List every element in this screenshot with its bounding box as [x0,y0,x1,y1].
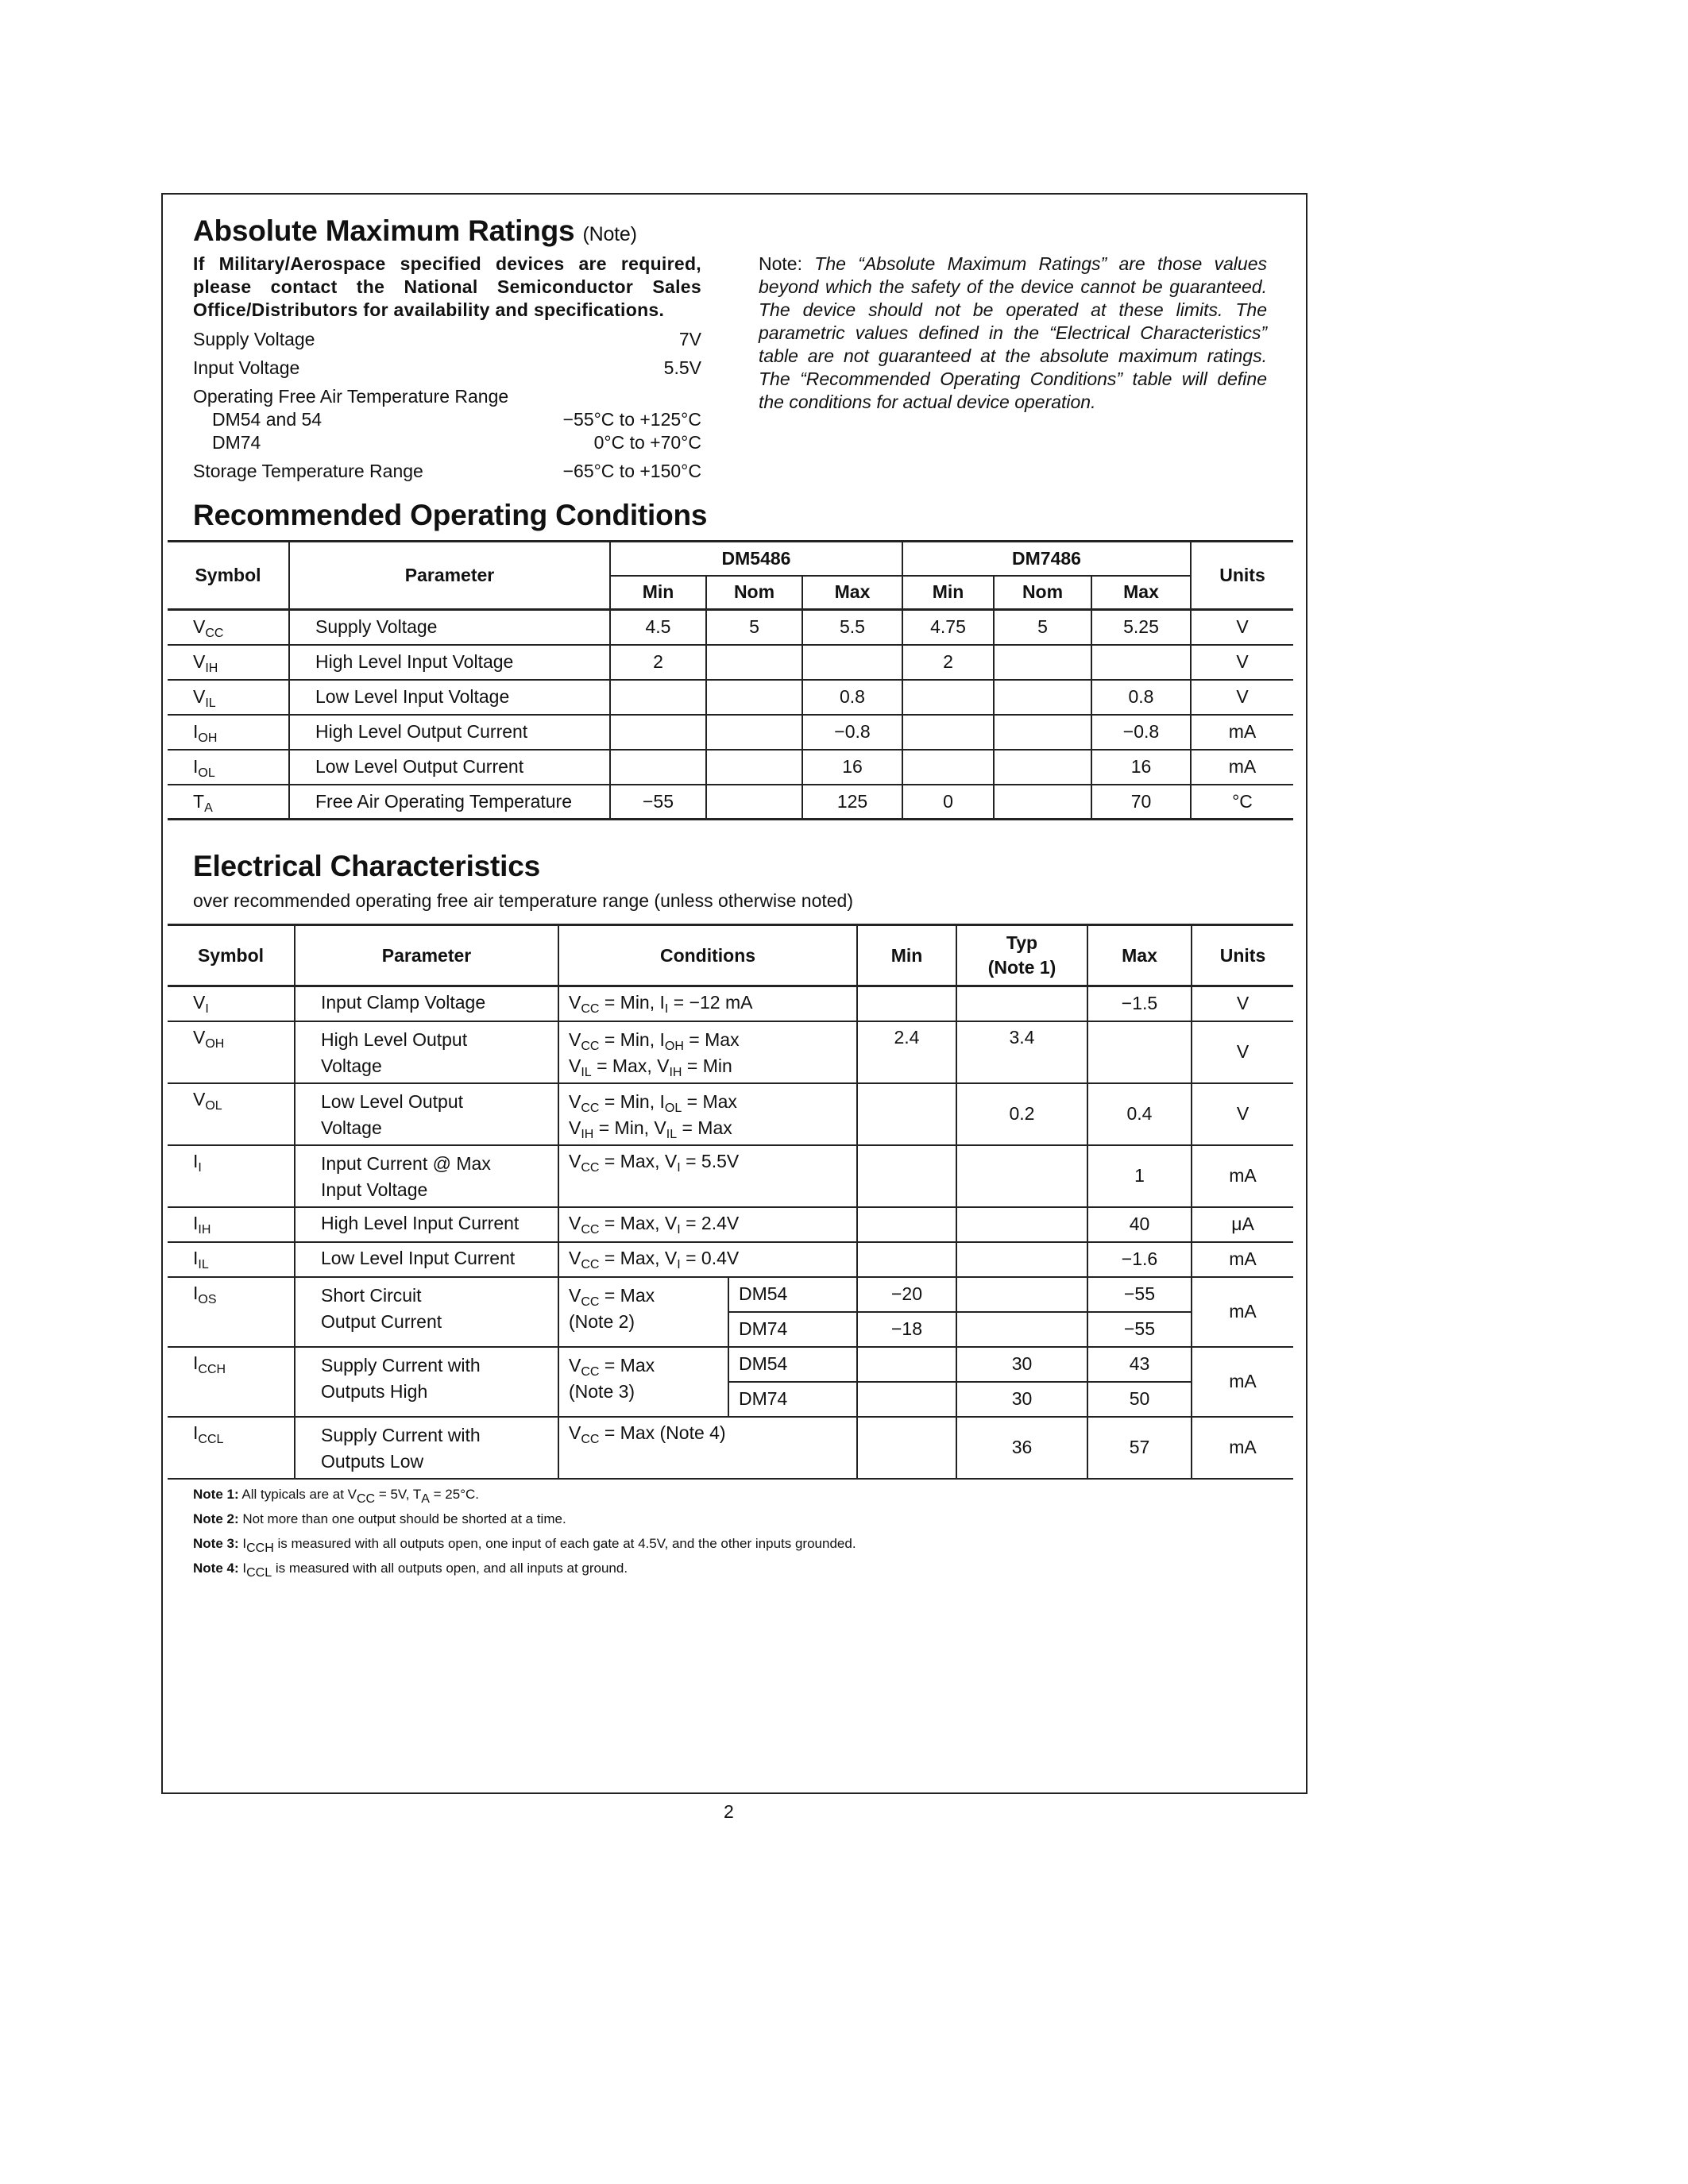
cell-min [857,1347,956,1382]
th-max: Max [1087,925,1192,986]
cell-device: DM74 [728,1382,857,1417]
cell-typ: 0.2 [956,1083,1087,1145]
cell-conditions: $V_{CC}$ = Max, $V_I = 5.5V$ [558,1145,857,1207]
cell-parameter: Low Level Output Current [289,750,610,785]
cell-symbol: $I_{IL}$ [168,1242,295,1277]
cell-typ [956,986,1087,1021]
cell-value [706,715,802,750]
cell-value: 16 [802,750,902,785]
cell-min [857,1382,956,1417]
cell-value [706,645,802,680]
rating-row: Operating Free Air Temperature Range [193,386,509,407]
cell-conditions: $V_{CC}$ = Min, $I_{OH}$ = Max $V_{IL}$ = Max, $V_{IH}$ = Min [558,1021,857,1083]
cell-typ [956,1312,1087,1347]
rating-row: DM54 and 54 −55°C to +125°C [212,409,701,430]
cell-symbol: $T_A$ [168,785,289,820]
cell-value [802,645,902,680]
cell-units: V [1191,610,1293,645]
cell-conditions: $V_{CC}$ = Max, $V_I = 2.4V$ [558,1207,857,1242]
cell-conditions: $V_{CC}$ = Max, $V_I = 0.4V$ [558,1242,857,1277]
cell-conditions: $V_{CC}$ = Min, $I_I = -12$ mA [558,986,857,1021]
cell-value: 16 [1091,750,1191,785]
cell-typ: 3.4 [956,1021,1087,1083]
table-row [168,986,1293,1021]
footnote: Note 4: $I_{CCL}$ is measured with all outputs open, and all inputs at ground. [193,1561,628,1580]
amr-title-note: (Note) [582,223,637,245]
cell-units: mA [1192,1417,1293,1479]
cell-max: 43 [1087,1347,1192,1382]
cell-value: 125 [802,785,902,820]
cell-value: 0 [902,785,994,820]
cell-parameter: High Level Output Voltage [295,1021,558,1083]
th-symbol: Symbol [168,542,289,610]
cell-parameter: High Level Input Current [295,1207,558,1242]
cell-parameter: Low Level Input Current [295,1242,558,1277]
cell-symbol: $I_{CCH}$ [168,1347,295,1417]
cell-max: 50 [1087,1382,1192,1417]
cell-value [994,715,1091,750]
cell-value [994,750,1091,785]
cell-typ [956,1207,1087,1242]
cell-units: μA [1192,1207,1293,1242]
cell-value [610,750,706,785]
cell-min: −20 [857,1277,956,1312]
amr-side-note [759,253,1267,414]
cell-typ [956,1242,1087,1277]
cell-value: 4.75 [902,610,994,645]
cell-device: DM54 [728,1277,857,1312]
cell-value: 5.5 [802,610,902,645]
cell-symbol: $I_{CCL}$ [168,1417,295,1479]
cell-value: −0.8 [1091,715,1191,750]
cell-typ [956,1145,1087,1207]
cell-min: 2.4 [857,1021,956,1083]
note-text: The “Absolute Maximum Ratings” are those values beyond which the safety of the device cannot be guaranteed. The device should not be operated at these limits. The parametric values defined in the “Electrical Characteristics” table are not guaranteed at the absolute maximum ratings. The “Recommended Operating Conditions” table will define the conditions for actual device operation. [759,253,1268,412]
cell-units: °C [1191,785,1293,820]
th-parameter: Parameter [295,925,558,986]
cell-symbol: $V_{CC}$ [168,610,289,645]
rating-row: Storage Temperature Range −65°C to +150°C [193,461,701,481]
cell-max [1087,1021,1192,1083]
th-nom: Nom [706,576,802,610]
cell-max: 0.4 [1087,1083,1192,1145]
cell-value [902,680,994,715]
cell-min: −18 [857,1312,956,1347]
table-row [168,645,1293,680]
cell-units: mA [1191,715,1293,750]
table-row [168,1347,1293,1382]
cell-min [857,1242,956,1277]
table-row [168,1417,1293,1479]
cell-value [994,785,1091,820]
note-label: Note: [759,253,802,274]
cell-value [902,715,994,750]
cell-parameter: Short Circuit Output Current [295,1277,558,1347]
cell-value: 0.8 [802,680,902,715]
cell-symbol: $V_{OL}$ [168,1083,295,1145]
cell-symbol: $V_{IH}$ [168,645,289,680]
th-max: Max [802,576,902,610]
cell-symbol: $V_{IL}$ [168,680,289,715]
cell-value: 5 [706,610,802,645]
rating-row: DM74 0°C to +70°C [212,432,701,453]
cell-value [902,750,994,785]
cell-min [857,1083,956,1145]
th-min: Min [902,576,994,610]
cell-max: −1.6 [1087,1242,1192,1277]
cell-units: V [1192,986,1293,1021]
amr-title: Absolute Maximum Ratings [193,214,575,247]
cell-value: 70 [1091,785,1191,820]
ec-title: Electrical Characteristics [193,850,540,882]
table-row [168,1145,1293,1207]
th-units: Units [1191,542,1293,610]
cell-parameter: Input Current @ Max Input Voltage [295,1145,558,1207]
military-note: If Military/Aerospace specified devices are required, please contact the National Semiconductor Sales Office/Distributors for availability and specifications. [193,253,701,320]
cell-parameter: Free Air Operating Temperature [289,785,610,820]
th-max: Max [1091,576,1191,610]
footnote: Note 2: Not more than one output should be shorted at a time. [193,1511,566,1526]
cell-typ: 30 [956,1382,1087,1417]
cell-units: V [1191,680,1293,715]
cell-parameter: Supply Current with Outputs Low [295,1417,558,1479]
cell-value: 0.8 [1091,680,1191,715]
cell-units: mA [1192,1242,1293,1277]
cell-device: DM54 [728,1347,857,1382]
cell-units: mA [1192,1347,1293,1417]
amr-heading [193,214,637,248]
cell-symbol: $V_{OH}$ [168,1021,295,1083]
cell-max: −55 [1087,1277,1192,1312]
footnote: Note 3: $I_{CCH}$ is measured with all outputs open, one input of each gate at 4.5V, and the other inputs grounded. [193,1536,856,1555]
th-parameter: Parameter [289,542,610,610]
cell-symbol: $I_{OH}$ [168,715,289,750]
cell-typ: 30 [956,1347,1087,1382]
cell-max: −1.5 [1087,986,1192,1021]
table-row [168,750,1293,785]
cell-value: 2 [610,645,706,680]
table-row [168,1277,1293,1312]
cell-min [857,986,956,1021]
cell-conditions: $V_{CC}$ = Max (Note 3) [558,1347,728,1417]
cell-parameter: Low Level Input Voltage [289,680,610,715]
cell-value: 4.5 [610,610,706,645]
cell-symbol: $V_I$ [168,986,295,1021]
table-row [168,1021,1293,1083]
th-dm7486: DM7486 [902,542,1191,576]
cell-min [857,1145,956,1207]
table-row [168,1083,1293,1145]
table-row [168,1207,1293,1242]
roc-table [168,540,1293,820]
table-row [168,785,1293,820]
th-dm5486: DM5486 [610,542,902,576]
cell-value [994,680,1091,715]
th-min: Min [610,576,706,610]
th-symbol: Symbol [168,925,295,986]
cell-max: 40 [1087,1207,1192,1242]
table-row [168,680,1293,715]
footnote: Note 1: All typicals are at $V_{CC} = 5V$, $T_A = 25^\circ C$. [193,1487,479,1506]
cell-value: −0.8 [802,715,902,750]
cell-symbol: $I_I$ [168,1145,295,1207]
cell-units: mA [1192,1277,1293,1347]
cell-units: V [1192,1021,1293,1083]
rating-row: Input Voltage 5.5V [193,357,701,378]
th-nom: Nom [994,576,1091,610]
footnotes [193,1482,856,1580]
cell-symbol: $I_{OS}$ [168,1277,295,1347]
cell-value [610,715,706,750]
cell-value [706,785,802,820]
rating-row: Supply Voltage 7V [193,329,701,349]
cell-units: mA [1191,750,1293,785]
cell-max: 1 [1087,1145,1192,1207]
cell-conditions: $V_{CC}$ = Max (Note 4) [558,1417,857,1479]
cell-min [857,1417,956,1479]
table-row [168,715,1293,750]
cell-units: V [1192,1083,1293,1145]
cell-value [706,680,802,715]
cell-min [857,1207,956,1242]
cell-parameter: Low Level Output Voltage [295,1083,558,1145]
th-conditions: Conditions [558,925,857,986]
cell-parameter: Input Clamp Voltage [295,986,558,1021]
cell-device: DM74 [728,1312,857,1347]
cell-units: V [1191,645,1293,680]
cell-symbol: $I_{OL}$ [168,750,289,785]
cell-max: 57 [1087,1417,1192,1479]
cell-value [994,645,1091,680]
th-units: Units [1219,944,1266,966]
cell-value [706,750,802,785]
page-number: 2 [724,1801,734,1822]
cell-conditions: $V_{CC}$ = Max (Note 2) [558,1277,728,1347]
ec-subtitle: over recommended operating free air temperature range (unless otherwise noted) [193,890,853,911]
cell-max: −55 [1087,1312,1192,1347]
ec-table [168,924,1293,1480]
cell-parameter: High Level Input Voltage [289,645,610,680]
cell-value: 5 [994,610,1091,645]
cell-conditions: $V_{CC}$ = Min, $I_{OL}$ = Max $V_{IH}$ = Min, $V_{IL}$ = Max [558,1083,857,1145]
cell-parameter: High Level Output Current [289,715,610,750]
cell-value: 2 [902,645,994,680]
roc-title: Recommended Operating Conditions [193,499,708,531]
cell-parameter: Supply Current with Outputs High [295,1347,558,1417]
th-typ: Typ (Note 1) [956,925,1087,986]
cell-symbol: $I_{IH}$ [168,1207,295,1242]
cell-value: 5.25 [1091,610,1191,645]
cell-units: mA [1192,1145,1293,1207]
table-row [168,1242,1293,1277]
cell-value [610,680,706,715]
table-row [168,610,1293,645]
cell-typ [956,1277,1087,1312]
cell-parameter: Supply Voltage [289,610,610,645]
cell-value [1091,645,1191,680]
cell-typ: 36 [956,1417,1087,1479]
th-min: Min [857,925,956,986]
cell-value: −55 [610,785,706,820]
